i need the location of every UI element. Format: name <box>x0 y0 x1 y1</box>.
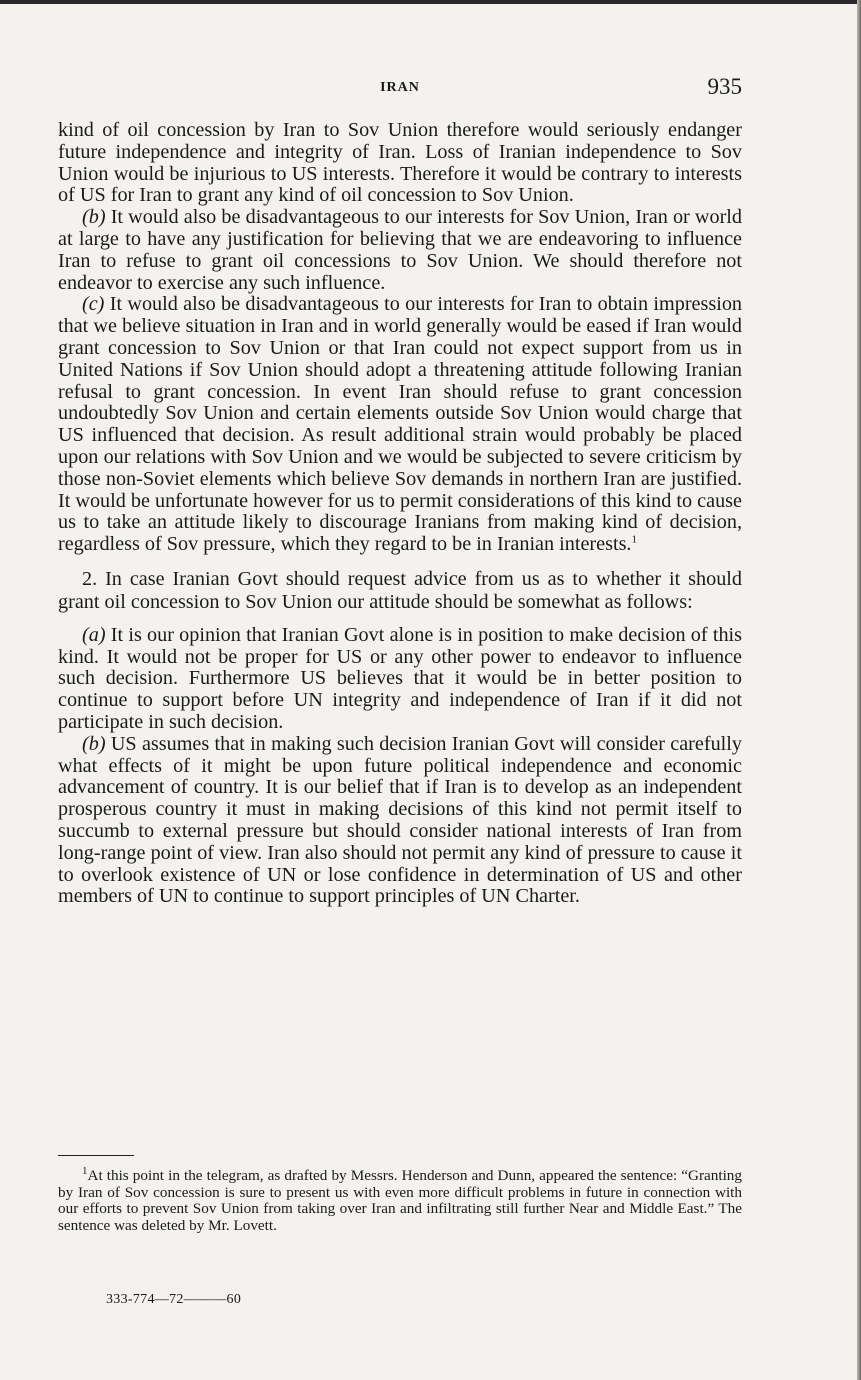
paragraph-text: 2. In case Iranian Govt should request advice from us as to whether it should grant oil concession to Sov Union our attitude should be somewhat as follows: <box>58 567 742 614</box>
item-label: (b) <box>82 732 106 755</box>
item-label: (c) <box>82 293 105 316</box>
paragraph-2a <box>58 625 742 734</box>
running-head: IRAN <box>380 80 420 95</box>
page-header <box>58 74 742 104</box>
footnote-text: At this point in the telegram, as drafted by Messrs. Henderson and Dunn, appeared the sentence: “Granting by Iran of Sov concession is sure to present us with even more difficult problems in future in connection with our efforts to prevent Sov Union from taking over Iran and infiltrating still further Near and Middle East.” The sentence was deleted by Mr. Lovett. <box>58 1167 742 1234</box>
paragraph-1b <box>58 207 742 294</box>
item-label: (a) <box>82 623 106 646</box>
page-top-edge <box>0 0 861 4</box>
body-text <box>58 120 742 908</box>
footnote <box>58 1164 742 1234</box>
paragraph-continuation <box>58 120 742 207</box>
printer-code: 333-774—72———60 <box>106 1292 242 1307</box>
paragraph-text: It would also be disadvantageous to our interests for Iran to obtain impression that we believe situation in Iran and in world generally would be eased if Iran would grant concession to Sov Union or that Iran could not expect support from us in United Nations if Sov Union should adopt a threatening attitude following Iranian refusal to grant concession. In event Iran should refuse to grant concession undoubtedly Sov Union and certain elements outside Sov Union would charge that US influenced that decision. As result additional strain would probably be placed upon our relations with Sov Union and we would be subjected to severe criticism by those non-Soviet elements which believe Sov demands in northern Iran are justified. It would be unfortunate however for us to permit considerations of this kind to cause us to take an attitude likely to discourage Iranians from making kind of decision, regardless of Sov pressure, which they regard to be in Iranian interests. <box>58 293 743 556</box>
item-label: (b) <box>82 206 106 229</box>
paragraph-2b <box>58 734 742 908</box>
paragraph-2 <box>58 568 742 615</box>
page-number: 935 <box>707 74 742 99</box>
footnote-marker: 1 <box>82 1164 88 1177</box>
page-binding-edge <box>857 0 861 1380</box>
footnote-divider <box>58 1155 134 1156</box>
paragraph-text: It is our opinion that Iranian Govt alone is in position to make decision of this kind. It would not be proper for US or any other power to endeavor to influence such decision. Furthermore US believes that it would be in better position to continue to support before UN integrity and independence of Iran if it did not participate in such decision. <box>58 623 742 733</box>
paragraph-text: kind of oil concession by Iran to Sov Union therefore would seriously endanger future independence and integrity of Iran. Loss of Iranian independence to Sov Union would be injurious to US interests. Therefore it would be contrary to interests of US for Iran to grant any kind of oil concession to Sov Union. <box>58 119 742 207</box>
paragraph-text: US assumes that in making such decision Iranian Govt will consider carefully what effects of it might be upon future political independence and economic advancement of country. It is our belief that if Iran is to develop as an independent prosperous country it must in making decisions of this kind not permit itself to succumb to external pressure but should consider national interests of Iran from long-range point of view. Iran also should not permit any kind of pressure to cause it to overlook existence of UN or lose confidence in determination of US and other members of UN to continue to support principles of UN Charter. <box>58 732 742 908</box>
footnote-reference: 1 <box>631 533 637 546</box>
paragraph-text: It would also be disadvantageous to our interests for Sov Union, Iran or world at large to have any justification for believing that we are endeavoring to influence Iran to refuse to grant oil concessions to Sov Union. We should therefore not endeavor to exercise any such influence. <box>58 206 742 294</box>
paragraph-1c <box>58 294 742 556</box>
